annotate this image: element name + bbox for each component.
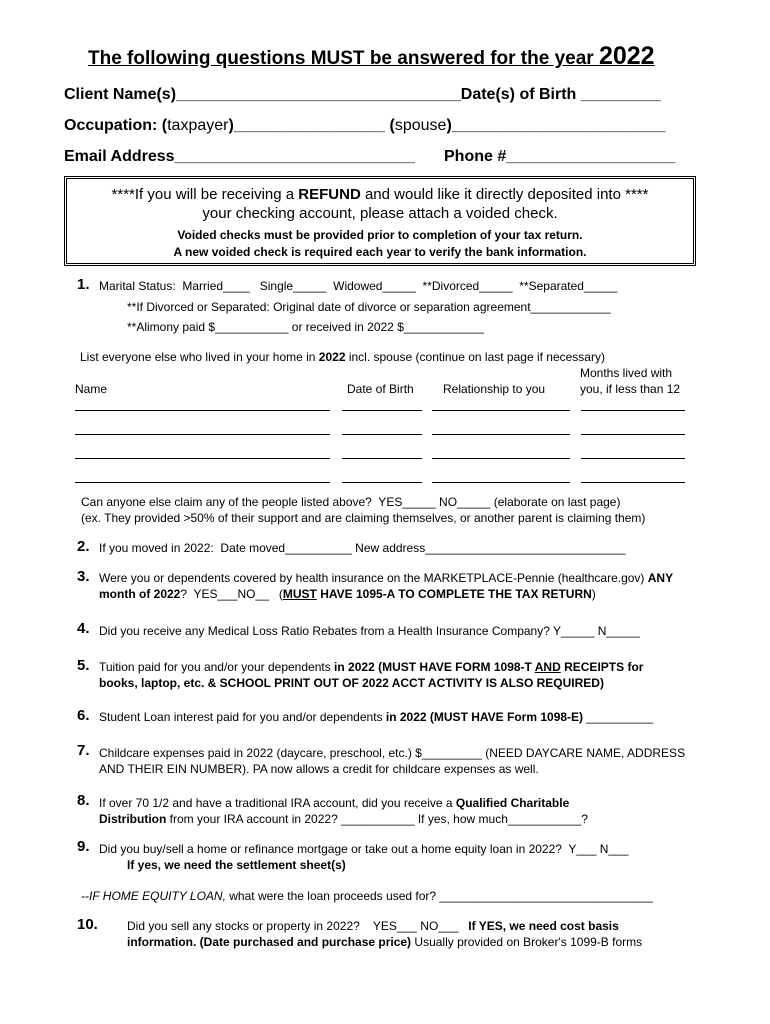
childcare-line-1[interactable]: Childcare expenses paid in 2022 (daycare, preschool, etc.) $_________ (NEED DAYCARE NAME, ADDRESS bbox=[99, 746, 686, 760]
home-equity-line[interactable]: --IF HOME EQUITY LOAN, what were the loan proceeds used for? ________________________________ bbox=[81, 889, 653, 903]
q3-number: 3. bbox=[77, 568, 90, 585]
household-row-3-relationship[interactable] bbox=[432, 458, 570, 459]
stocks-line-2: information. (Date purchased and purchase price) Usually provided on Broker's 1099-B forms bbox=[127, 935, 643, 949]
marketplace-line-1: Were you or dependents covered by health insurance on the MARKETPLACE-Pennie (healthcare.gov) ANY bbox=[99, 571, 674, 585]
student-loan-line[interactable]: Student Loan interest paid for you and/or dependents in 2022 (MUST HAVE Form 1098-E) __________ bbox=[99, 710, 654, 724]
mlr-rebate-line[interactable]: Did you receive any Medical Loss Ratio Rebates from a Health Insurance Company? Y_____ N_____ bbox=[99, 624, 640, 638]
page-title bbox=[88, 42, 655, 71]
occupation-mid: )_________________ ( bbox=[228, 117, 395, 134]
direct-deposit-notice bbox=[64, 176, 696, 266]
occupation-line[interactable] bbox=[64, 117, 665, 135]
household-row-2-name[interactable] bbox=[75, 434, 330, 435]
household-row-4-relationship[interactable] bbox=[432, 482, 570, 483]
childcare-line-2: AND THEIR EIN NUMBER). PA now allows a credit for childcare expenses as well. bbox=[99, 762, 539, 776]
tuition-line-2: books, laptop, etc. & SCHOOL PRINT OUT OF 2022 ACCT ACTIVITY IS ALSO REQUIRED) bbox=[99, 676, 604, 690]
col-header-name: Name bbox=[75, 382, 108, 396]
title-year: 2022 bbox=[598, 42, 655, 70]
stocks-line-1[interactable]: Did you sell any stocks or property in 2022? YES___ NO___ If YES, we need cost basis bbox=[127, 919, 619, 933]
q1-number: 1. bbox=[77, 276, 90, 293]
household-row-4-months[interactable] bbox=[581, 482, 685, 483]
household-row-3-name[interactable] bbox=[75, 458, 330, 459]
taxpayer-label: taxpayer bbox=[167, 117, 229, 134]
notice-line-3: Voided checks must be provided prior to completion of your tax return. bbox=[177, 228, 583, 242]
q8-number: 8. bbox=[77, 792, 90, 809]
home-sale-line-1[interactable]: Did you buy/sell a home or refinance mortgage or take out a home equity loan in 2022? Y___ N___ bbox=[99, 842, 629, 856]
household-row-3-dob[interactable] bbox=[342, 458, 422, 459]
q4-number: 4. bbox=[77, 620, 90, 637]
alimony-line[interactable]: **Alimony paid $___________ or received in 2022 $____________ bbox=[127, 320, 484, 334]
home-sale-line-2: If yes, we need the settlement sheet(s) bbox=[127, 858, 346, 872]
household-row-1-dob[interactable] bbox=[342, 410, 422, 411]
q10-number: 10. bbox=[77, 916, 98, 933]
household-row-2-relationship[interactable] bbox=[432, 434, 570, 435]
occupation-end: )________________________ bbox=[446, 117, 666, 134]
household-row-2-dob[interactable] bbox=[342, 434, 422, 435]
email-line[interactable]: Email Address___________________________ bbox=[64, 148, 415, 165]
spouse-label: spouse bbox=[394, 117, 447, 134]
marketplace-line-2[interactable]: month of 2022? YES___NO__ (MUST HAVE 1095-A TO COMPLETE THE TAX RETURN) bbox=[99, 587, 596, 601]
col-header-months-1: Months lived with bbox=[580, 366, 673, 380]
q6-number: 6. bbox=[77, 707, 90, 724]
phone-line[interactable]: Phone #___________________ bbox=[444, 148, 676, 165]
household-row-1-relationship[interactable] bbox=[432, 410, 570, 411]
marital-status-line[interactable]: Marital Status: Married____ Single_____ Widowed_____ **Divorced_____ **Separated_____ bbox=[99, 279, 618, 293]
household-row-1-name[interactable] bbox=[75, 410, 330, 411]
household-row-2-months[interactable] bbox=[581, 434, 685, 435]
divorce-date-line[interactable]: **If Divorced or Separated: Original date of divorce or separation agreement____________ bbox=[127, 300, 611, 314]
household-list-instruction: List everyone else who lived in your home in 2022 incl. spouse (continue on last page if necessary) bbox=[80, 350, 605, 364]
notice-line-4: A new voided check is required each year to verify the bank information. bbox=[173, 245, 587, 259]
tuition-line-1: Tuition paid for you and/or your dependents in 2022 (MUST HAVE FORM 1098-T AND RECEIPTS for bbox=[99, 660, 644, 674]
q2-number: 2. bbox=[77, 538, 90, 555]
title-text: The following questions MUST be answered for the year bbox=[88, 48, 599, 69]
notice-line-1: ****If you will be receiving a REFUND and would like it directly deposited into **** bbox=[111, 186, 649, 203]
client-name-line[interactable]: Client Name(s)________________________________Date(s) of Birth _________ bbox=[64, 86, 661, 103]
col-header-dob: Date of Birth bbox=[347, 382, 414, 396]
household-row-4-dob[interactable] bbox=[342, 482, 422, 483]
q7-number: 7. bbox=[77, 742, 90, 759]
household-row-4-name[interactable] bbox=[75, 482, 330, 483]
q5-number: 5. bbox=[77, 657, 90, 674]
moved-line[interactable]: If you moved in 2022: Date moved__________ New address______________________________ bbox=[99, 541, 626, 555]
household-row-3-months[interactable] bbox=[581, 458, 685, 459]
occupation-label: Occupation: ( bbox=[64, 117, 168, 134]
claim-example: (ex. They provided >50% of their support and are claiming themselves, or another parent is claiming them) bbox=[81, 511, 646, 525]
col-header-relationship: Relationship to you bbox=[443, 382, 546, 396]
ira-line-1: If over 70 1/2 and have a traditional IRA account, did you receive a Qualified Charitable bbox=[99, 796, 570, 810]
col-header-months-2: you, if less than 12 bbox=[580, 382, 681, 396]
notice-line-2: your checking account, please attach a voided check. bbox=[202, 205, 558, 222]
ira-line-2[interactable]: Distribution from your IRA account in 2022? ___________ If yes, how much___________? bbox=[99, 812, 588, 826]
household-row-1-months[interactable] bbox=[581, 410, 685, 411]
claim-question[interactable]: Can anyone else claim any of the people listed above? YES_____ NO_____ (elaborate on last page) bbox=[81, 495, 621, 509]
q9-number: 9. bbox=[77, 838, 90, 855]
